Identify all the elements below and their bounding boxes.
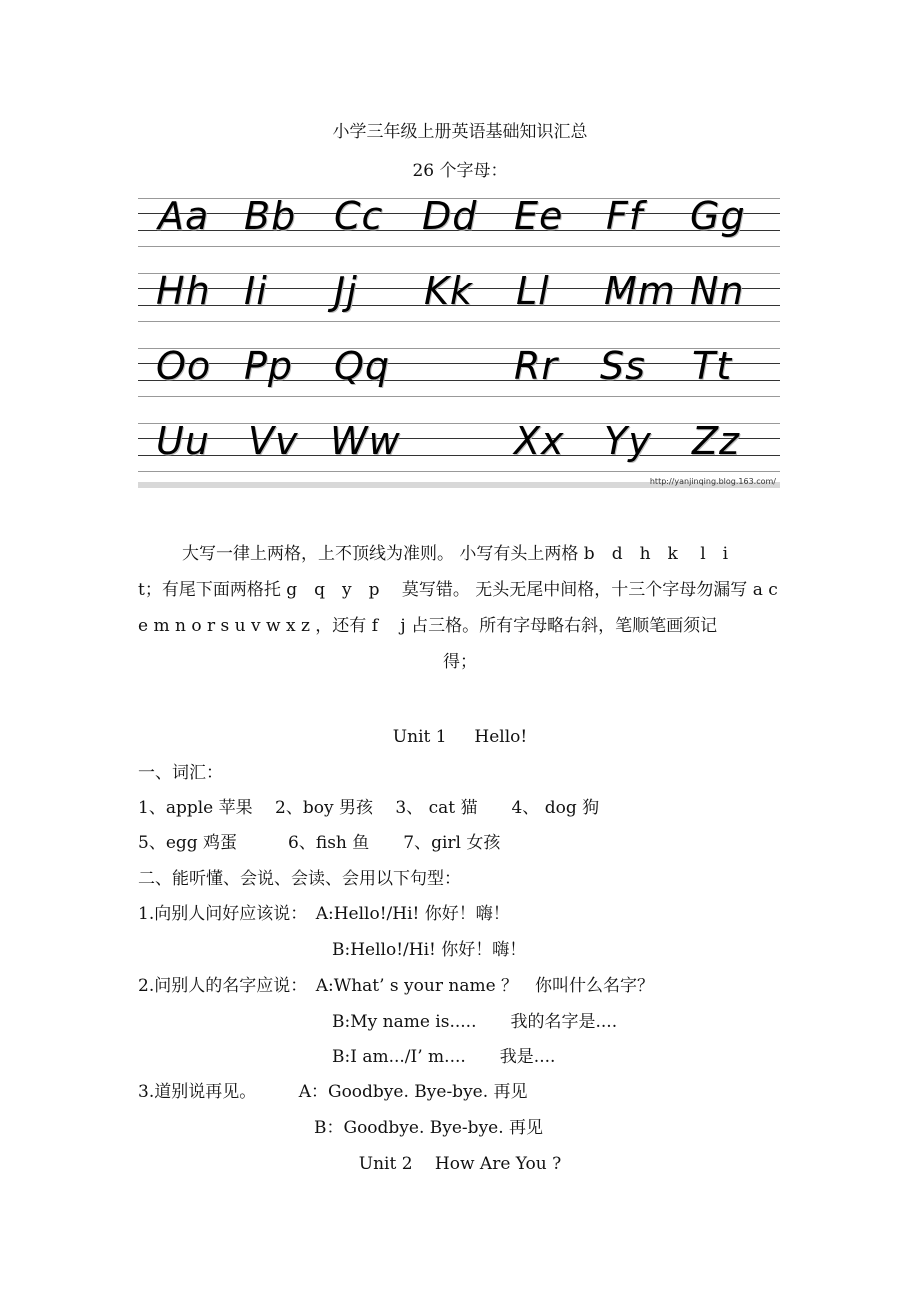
image-watermark: http://yanjinqing.blog.163.com/	[649, 477, 776, 486]
letter-pair: Ii	[244, 269, 268, 313]
unit1-section-vocab: 一、词汇：	[138, 763, 223, 783]
alphabet-row	[138, 269, 780, 329]
letter-pair: Kk	[424, 269, 473, 313]
sentence-greeting-b: B:Hello!/Hi! 你好！嗨！	[332, 940, 527, 960]
sentence-name-b2: B:I am.../I’ m.... 我是....	[332, 1047, 556, 1067]
letter-pair: Jj	[334, 269, 358, 313]
rules-line-4: 得；	[443, 652, 477, 672]
sentence-name-b1: B:My name is..... 我的名字是....	[332, 1012, 618, 1032]
letter-pair: Ff	[606, 194, 644, 238]
page-title: 小学三年级上册英语基础知识汇总	[332, 122, 588, 142]
letter-pair: Vv	[248, 419, 299, 463]
letter-pair: Rr	[514, 344, 559, 388]
letter-pair: Ll	[516, 269, 550, 313]
letter-pair: Uu	[156, 419, 210, 463]
alphabet-row	[138, 344, 780, 404]
letter-pair: Nn	[690, 269, 745, 313]
letter-pair: Bb	[244, 194, 297, 238]
unit1-section-sentences: 二、能听懂、会说、会读、会用以下句型：	[138, 869, 461, 889]
unit1-heading: Unit 1 Hello!	[392, 727, 528, 747]
sentence-name-a: 2.问别人的名字应说： A:What’ s your name ？ 你叫什么名字？	[138, 976, 655, 996]
unit1-vocab-line-1: 1、apple 苹果 2、boy 男孩 3、 cat 猫 4、 dog 狗	[138, 798, 600, 818]
letter-pair: Xx	[514, 419, 565, 463]
letter-pair: Yy	[604, 419, 652, 463]
letter-pair: Qq	[334, 344, 391, 388]
sentence-goodbye-a: 3.道别说再见。 A：Goodbye. Bye-bye. 再见	[138, 1082, 528, 1102]
letter-pair: Dd	[422, 194, 478, 238]
letter-pair: Ee	[514, 194, 564, 238]
rules-line-3: e m n o r s u v w x z ，还有 f j 占三格。所有字母略右斜，笔顺笔画须记	[138, 616, 718, 636]
letter-pair: Pp	[244, 344, 294, 388]
sentence-goodbye-b: B：Goodbye. Bye-bye. 再见	[314, 1118, 544, 1138]
alphabet-board	[138, 190, 780, 488]
letter-pair: Ss	[600, 344, 646, 388]
rules-line-1: 大写一律上两格，上不顶线为准则。 小写有头上两格 b d h k l i	[182, 544, 729, 564]
letter-pair: Zz	[692, 419, 740, 463]
letter-pair: Hh	[156, 269, 211, 313]
letter-pair: Tt	[692, 344, 733, 388]
alphabet-row	[138, 419, 780, 479]
unit1-vocab-line-2: 5、egg 鸡蛋 6、fish 鱼 7、girl 女孩	[138, 833, 501, 853]
rules-line-2: t；有尾下面两格托 g q y p 莫写错。 无头无尾中间格，十三个字母勿漏写 a c	[138, 580, 778, 600]
letter-pair: Aa	[158, 194, 210, 238]
letter-pair: Oo	[156, 344, 212, 388]
alphabet-subtitle: 26 个字母：	[412, 161, 508, 181]
letter-pair: Mm	[604, 269, 676, 313]
sentence-greeting-a: 1.向别人问好应该说： A:Hello!/Hi! 你好！嗨！	[138, 904, 510, 924]
alphabet-row	[138, 194, 780, 254]
letter-pair: Gg	[690, 194, 746, 238]
letter-pair: Cc	[334, 194, 384, 238]
letter-pair: Ww	[330, 419, 401, 463]
unit2-heading: Unit 2 How Are You ?	[358, 1154, 562, 1174]
